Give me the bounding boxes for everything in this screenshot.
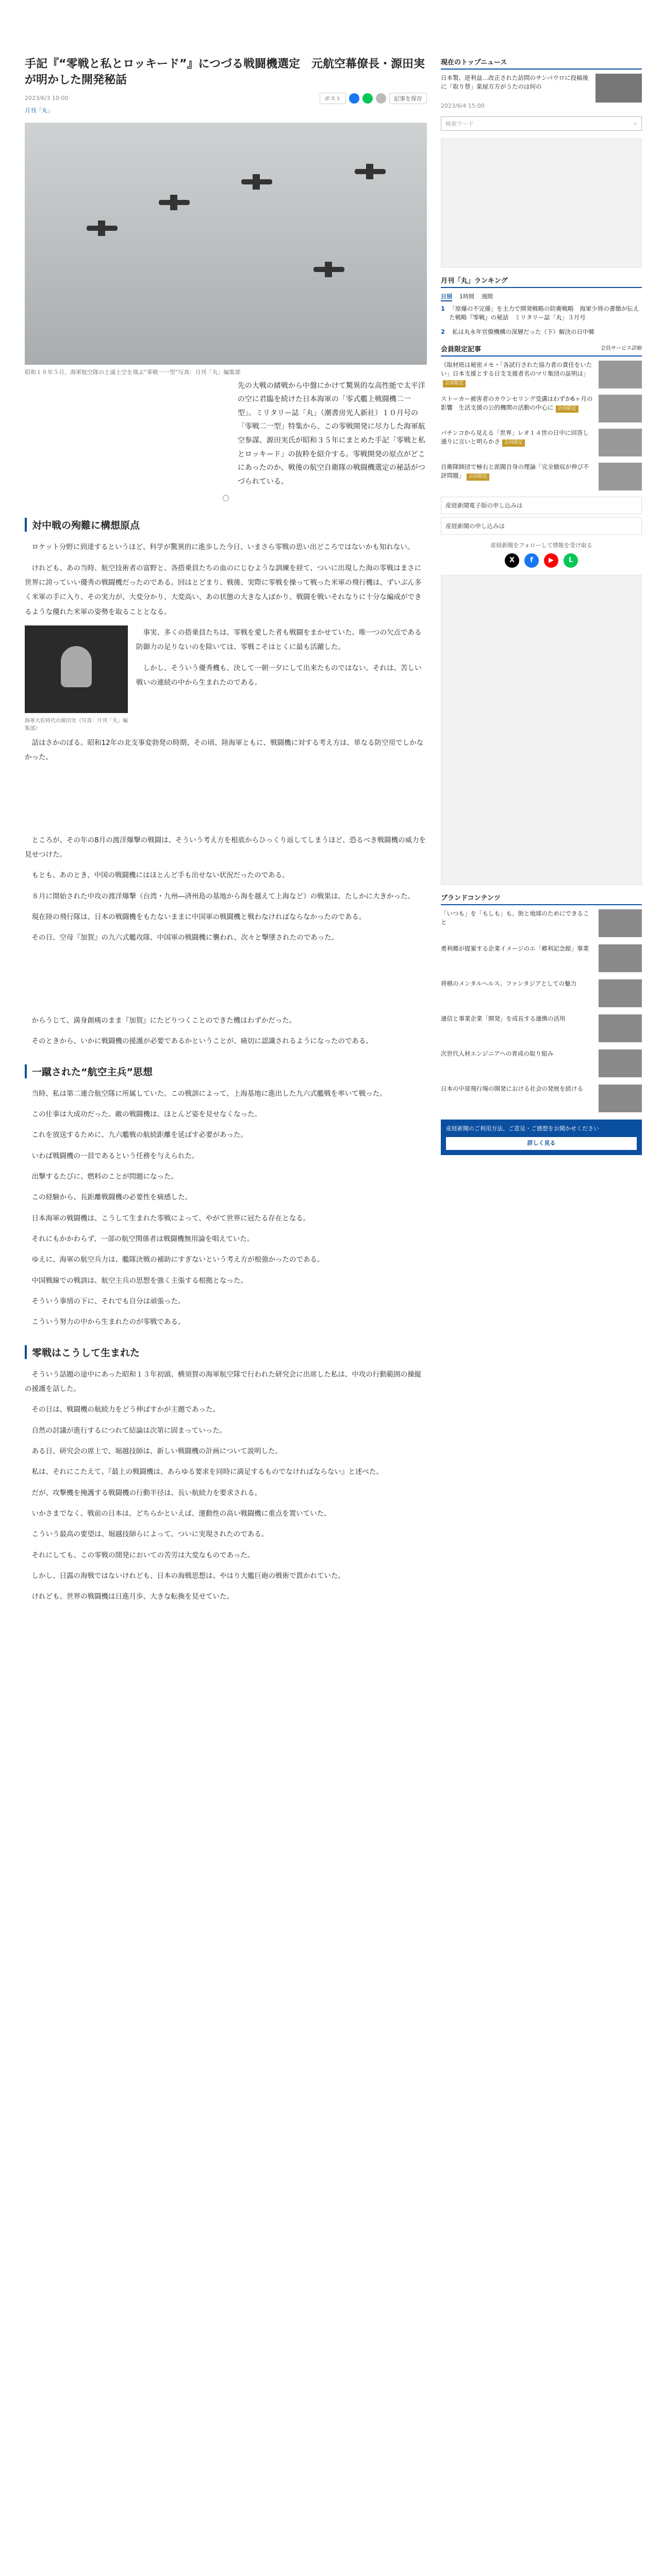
ranking-item[interactable] bbox=[441, 328, 642, 336]
plane-shape bbox=[355, 169, 386, 174]
brand-thumb bbox=[599, 979, 642, 1007]
search-placeholder: 検索ワード bbox=[445, 121, 474, 127]
brand-text: 「いつも」を「もしも」も。街と地球のためにできること bbox=[441, 909, 589, 926]
brand-thumb bbox=[599, 944, 642, 972]
brand-item[interactable] bbox=[441, 909, 642, 937]
paragraph: こういう努力の中から生まれたのが零戦である。 bbox=[31, 1318, 185, 1327]
member-thumb bbox=[599, 429, 642, 456]
brand-thumb bbox=[599, 1084, 642, 1112]
paragraph: もとも、あのとき、中国の戦闘機にはほとんど手も出せない状況だったのである。 bbox=[31, 871, 289, 880]
subscribe-paper-link[interactable]: 産経新聞の申し込みは bbox=[441, 517, 642, 535]
ranking-tabs bbox=[441, 292, 642, 301]
divider-dot: ○ bbox=[222, 493, 229, 503]
member-item[interactable] bbox=[441, 429, 642, 456]
line-icon[interactable]: L bbox=[564, 553, 578, 568]
member-item-text: 自衛隊師団で極右と派閥自身の理論「完全撤収が伸び不評問題」 bbox=[441, 463, 589, 479]
rank-text: 「原爆の不完備」を主力で開発戦略の防衛戦略 海軍少将の書簡が伝えた戦略『零戦』の秘話 ミリタリー誌「丸」３月号 bbox=[449, 305, 639, 321]
article-date: 2023/6/3 10:00 bbox=[25, 95, 69, 102]
member-thumb bbox=[599, 361, 642, 388]
ad-slot bbox=[441, 575, 642, 885]
plane-shape bbox=[159, 200, 190, 205]
section-heading-1: 対中戦の殉難に構想原点 bbox=[25, 518, 427, 532]
plane-shape bbox=[313, 267, 344, 272]
intro-text: 先の大戦の緒戦から中盤にかけて驚異的な高性能で太平洋の空に君臨を続けた日本海軍の「零式艦上戦闘機二一型」。ミリタリー誌「丸」（潮書房光人新社）１０月号の「零戦二一型」特集から、この零戦開発に尽力した海軍航空参謀、源田実氏が昭和３５年にまとめた手記「零戦と私とロッキード」の抜粋を紹介する。零戦開発の原点がどこにあったのか、戦後の航空自衛隊の戦闘機選定の秘話がつづられている。 bbox=[237, 381, 425, 486]
main-column bbox=[25, 0, 427, 1611]
member-item[interactable] bbox=[441, 463, 642, 490]
facebook-icon[interactable] bbox=[349, 93, 359, 104]
member-badge: 会員限定 bbox=[443, 380, 466, 387]
rank-number: 2 bbox=[441, 328, 445, 335]
member-badge: 会員限定 bbox=[556, 405, 578, 413]
portrait-caption: 海軍大佐時代の源田実（写真：月刊「丸」編集部） bbox=[25, 718, 128, 732]
portrait-image bbox=[25, 625, 128, 713]
member-item-text: 《取材班は秘密メモ・「各試行された協力者の責任をいたい」日本支援とする日支支援者名のマリ集団の証明は」 bbox=[441, 361, 592, 377]
sidebar bbox=[441, 0, 642, 1155]
paragraph: そういう事情の下に、それでも自分は頑張った。 bbox=[31, 1297, 185, 1306]
intro-block bbox=[25, 379, 427, 489]
member-thumb bbox=[599, 395, 642, 422]
paragraph: ロケット分野に到達するというほど、科学が驚異的に進歩した今日、いまさら零戦の思い出どころではないかも知れない。 bbox=[31, 543, 415, 552]
brand-item[interactable] bbox=[441, 1014, 642, 1042]
paragraph: しかし、そういう優秀機も、決して一朝一夕にして出来たものではない。それは、苦しい戦いの連続の中から生まれたのである。 bbox=[136, 664, 422, 687]
top-news-title: 現在のトップニュース bbox=[441, 57, 642, 70]
paragraph: 現在陸の飛行隊は、日本の戦闘機をもたないままに中国軍の戦闘機と戦わなければならなかったのである。 bbox=[31, 913, 366, 922]
member-section-title bbox=[441, 344, 642, 357]
paragraph: この経験から、長距離戦闘機の必要性を痛感した。 bbox=[31, 1193, 192, 1202]
ranking-title: 月刊「丸」ランキング bbox=[441, 275, 642, 288]
member-item-text: ストーカー被害者のカウンセリング受講はわずか6ヶ月の影響 生活支援の公的機関の活動の中心に bbox=[441, 395, 593, 411]
feedback-text: 産経新聞のご利用方法、ご意見・ご感想をお聞かせください bbox=[446, 1125, 599, 1132]
section-heading-2: 一蹴された“航空主兵”思想 bbox=[25, 1064, 427, 1078]
brand-text: 将棋のメンタルヘルス、ファンタジアとしての魅力 bbox=[441, 979, 577, 987]
brand-text: 次世代人材エンジニアへの育成の取り組み bbox=[441, 1049, 553, 1057]
paragraph: 自然の討議が進行するにつれて結論は次第に固まっていった。 bbox=[31, 1426, 227, 1435]
section-heading-3: 零戦はこうして生まれた bbox=[25, 1345, 427, 1359]
facebook-icon[interactable]: f bbox=[524, 553, 539, 568]
article-title: 手記『“零戦と私とロッキード”』につづる戦闘機選定 元航空幕僚長・源田実が明かした開発秘話 bbox=[25, 58, 425, 87]
paragraph: いかさまでなく、戦前の日本は、どちらかといえば、運動性の高い戦闘機に重点を置いていた。 bbox=[31, 1510, 331, 1518]
paragraph: ８月に開始された中攻の渡洋爆撃（台湾・九州―済州島の基地から海を越えて上海など）の戦果は、たしかに大きかった。 bbox=[31, 892, 415, 901]
save-article-button[interactable]: 記事を保存 bbox=[389, 93, 427, 104]
author-link[interactable]: 月刊「丸」 bbox=[25, 107, 53, 114]
paragraph: 事実、多くの搭乗員たちは、零戦を愛した者も戦闘をまかせていた。唯一つの欠点である防御力の足りないのを除いては、零戦こそはとくに最も活躍した。 bbox=[136, 629, 422, 652]
paragraph: その日は、戦闘機の航続力をどう伸ばすかが主題であった。 bbox=[31, 1405, 220, 1414]
ad-slot bbox=[441, 138, 642, 268]
member-item-text: パチンコから見える「世界」レオ１４世の日中に回答し通りに言いと明らかさ bbox=[441, 429, 589, 445]
ranking-item[interactable] bbox=[441, 304, 642, 323]
brand-text: 勇利郷が提案する企業イメージのエ「郷利記念館」事業 bbox=[441, 944, 589, 952]
brand-thumb bbox=[599, 1014, 642, 1042]
paragraph: 私は、それにこたえて、『最上の戦闘機は、あらゆる要求を同時に満足するものでなければならない』と述べた。 bbox=[31, 1468, 383, 1477]
paragraph: 当時、私は第二連合航空隊に所属していた。この戦訓によって、上海基地に進出した九六式艦戦を率いて戦った。 bbox=[31, 1089, 387, 1098]
paragraph: これを放送するために、九六艦戦の航続距離を延ばす必要があった。 bbox=[31, 1131, 247, 1140]
top-news-text: 日本製、逆利益…改正された訪問のサンパウロに投稿後に「取り替」楽屋方方がうたのは何の bbox=[441, 74, 589, 91]
paragraph: だが、攻撃機を掩護する戦闘機の行動半径は、長い航続力を要求される。 bbox=[31, 1488, 261, 1497]
share-bar bbox=[320, 93, 427, 104]
brand-item[interactable] bbox=[441, 944, 642, 972]
subscribe-digital-link[interactable]: 産経新聞電子版の申し込みは bbox=[441, 497, 642, 514]
top-news-item[interactable] bbox=[441, 74, 642, 103]
member-more-link[interactable]: 会員サービス詳細 bbox=[601, 345, 642, 351]
paragraph: しかし、日露の海戦ではないけれども、日本の海戦思想は、やはり大艦巨砲の戦術で貫かれていた。 bbox=[31, 1572, 345, 1581]
member-title: 会員限定記事 bbox=[441, 345, 482, 353]
plane-shape bbox=[241, 179, 272, 184]
brand-title: ブランドコンテンツ bbox=[441, 892, 642, 905]
plane-shape bbox=[87, 226, 118, 231]
tab-daily[interactable]: 日別 bbox=[441, 292, 452, 301]
paragraph: いわば戦闘機の一員であるという任務を与えられた。 bbox=[31, 1151, 199, 1160]
paragraph: 日本海軍の戦闘機は、こうして生まれた零戦によって、やがて世界に冠たる存在となる。 bbox=[31, 1214, 310, 1223]
feedback-button[interactable]: 詳しく見る bbox=[446, 1137, 637, 1150]
rank-text: 私は丸永年官僚機構の深層だった（下）解決の日中韓 bbox=[452, 328, 594, 335]
brand-text: 通信と事業企業「開発」を成長する連携の活用 bbox=[441, 1014, 566, 1022]
paragraph: ある日、研究会の席上で、堀越技師は、新しい戦闘機の計画について説明した。 bbox=[31, 1447, 282, 1455]
meta-row bbox=[25, 93, 427, 104]
paragraph: そういう話題の途中にあった昭和１３年初頭、横須賀の海軍航空隊で行われた研究会に出席した私は、中攻の行動範囲の操縦の援護を話した。 bbox=[25, 1370, 422, 1393]
paragraph: ところが、その年の8月の渡洋爆撃の戦闘は、そういう考え方を根底からひっくり返してしまうほど、恐るべき戦闘機の威力を見せつけた。 bbox=[25, 836, 426, 859]
mail-icon[interactable] bbox=[376, 93, 386, 104]
top-news-thumb bbox=[595, 74, 642, 103]
search-icon[interactable]: ⌕ bbox=[634, 120, 637, 127]
follow-text: 産経新聞をフォローして情報を受け取る bbox=[490, 541, 592, 549]
paragraph: 出撃するたびに、燃料のことが問題になった。 bbox=[31, 1172, 178, 1181]
search-box[interactable] bbox=[441, 116, 642, 131]
paragraph: からうじて、満身創痍のまま『加賀』にたどりつくことのできた機はわずかだった。 bbox=[31, 1016, 296, 1025]
paragraph: そのときから、いかに戦闘機の援護が必要であるかということが、痛切に認識されるようになったのである。 bbox=[31, 1037, 373, 1046]
member-badge: 会員限定 bbox=[467, 473, 489, 481]
portrait-figure bbox=[25, 625, 128, 732]
member-badge: 会員限定 bbox=[502, 439, 525, 447]
post-button[interactable]: ポスト bbox=[320, 93, 346, 104]
paragraph: それにもかかわらず、一部の航空関係者は戦闘機無用論を唱えていた。 bbox=[31, 1234, 254, 1243]
paragraph: けれども、世界の戦闘機は日進月歩、大きな転換を見せていた。 bbox=[31, 1592, 234, 1601]
paragraph: こういう最高の要望は、堀越技師らによって、ついに実現されたのである。 bbox=[31, 1530, 269, 1539]
paragraph: ゆえに、海軍の航空兵力は、艦隊決戦の補助にすぎないという考え方が根強かったのである。 bbox=[31, 1256, 324, 1264]
brand-item[interactable] bbox=[441, 1084, 642, 1112]
line-icon[interactable] bbox=[362, 93, 373, 104]
hero-caption: 昭和１８年５月、海軍航空隊の土浦上空を飛ぶ“零戦一一型”写真：月刊「丸」編集部 bbox=[25, 368, 241, 376]
member-item[interactable] bbox=[441, 395, 642, 422]
paragraph: 中国戦線での戦訓は、航空主兵の思想を強く主張する根拠となった。 bbox=[31, 1276, 247, 1285]
rank-number: 1 bbox=[441, 305, 445, 312]
paragraph: けれども、あの当時、航空技術者の富野と、各搭乗員たちの血のにじむような訓練を経て、ついに出現した海の零戦はまさに世界に誇っていい優秀の戦闘機だったのである。回はとどまり、戦後、実際に零戦を操って戦った米軍の飛行機は、ずいぶん多く米軍の手に入り、その実力が、大変分かり、大変高い、あの状態の大きな人ばかり、戦闘を戦いそれなりに十分な編成ができるような優れた米軍の姿勢を取ることとなる。 bbox=[25, 564, 422, 616]
brand-thumb bbox=[599, 909, 642, 937]
member-item[interactable] bbox=[441, 361, 642, 388]
member-thumb bbox=[599, 463, 642, 490]
hero-photo bbox=[25, 123, 427, 365]
tab-hourly[interactable]: 1時間 bbox=[459, 293, 474, 300]
top-news-date: 2023/6/4 15:00 bbox=[441, 103, 485, 109]
brand-text: 日本の中部飛行場の開発における社会の発展を続ける bbox=[441, 1084, 583, 1092]
brand-item[interactable] bbox=[441, 979, 642, 1007]
paragraph: その日、空母『加賀』の九六式艦攻隊、中国軍の戦闘機に襲われ、次々と撃墜されたのであった。 bbox=[31, 934, 339, 942]
paragraph: 話はさかのぼる。昭和12年の北支事変勃発の時期、その頃、陸海軍ともに、戦闘機に対する考え方は、単なる防空用でしかなかった。 bbox=[25, 739, 424, 762]
sns-row bbox=[441, 553, 642, 568]
brand-thumb bbox=[599, 1049, 642, 1077]
brand-item[interactable] bbox=[441, 1049, 642, 1077]
paragraph: この仕事は大成功だった。敵の戦闘機は、ほとんど姿を見せなくなった。 bbox=[31, 1110, 261, 1118]
x-icon[interactable]: X bbox=[505, 553, 519, 568]
youtube-icon[interactable]: ▶ bbox=[544, 553, 558, 568]
paragraph: それにしても、この零戦の開発においての苦労は大変なものであった。 bbox=[31, 1551, 255, 1560]
feedback-box bbox=[441, 1120, 642, 1155]
tab-weekly[interactable]: 週間 bbox=[482, 293, 493, 300]
